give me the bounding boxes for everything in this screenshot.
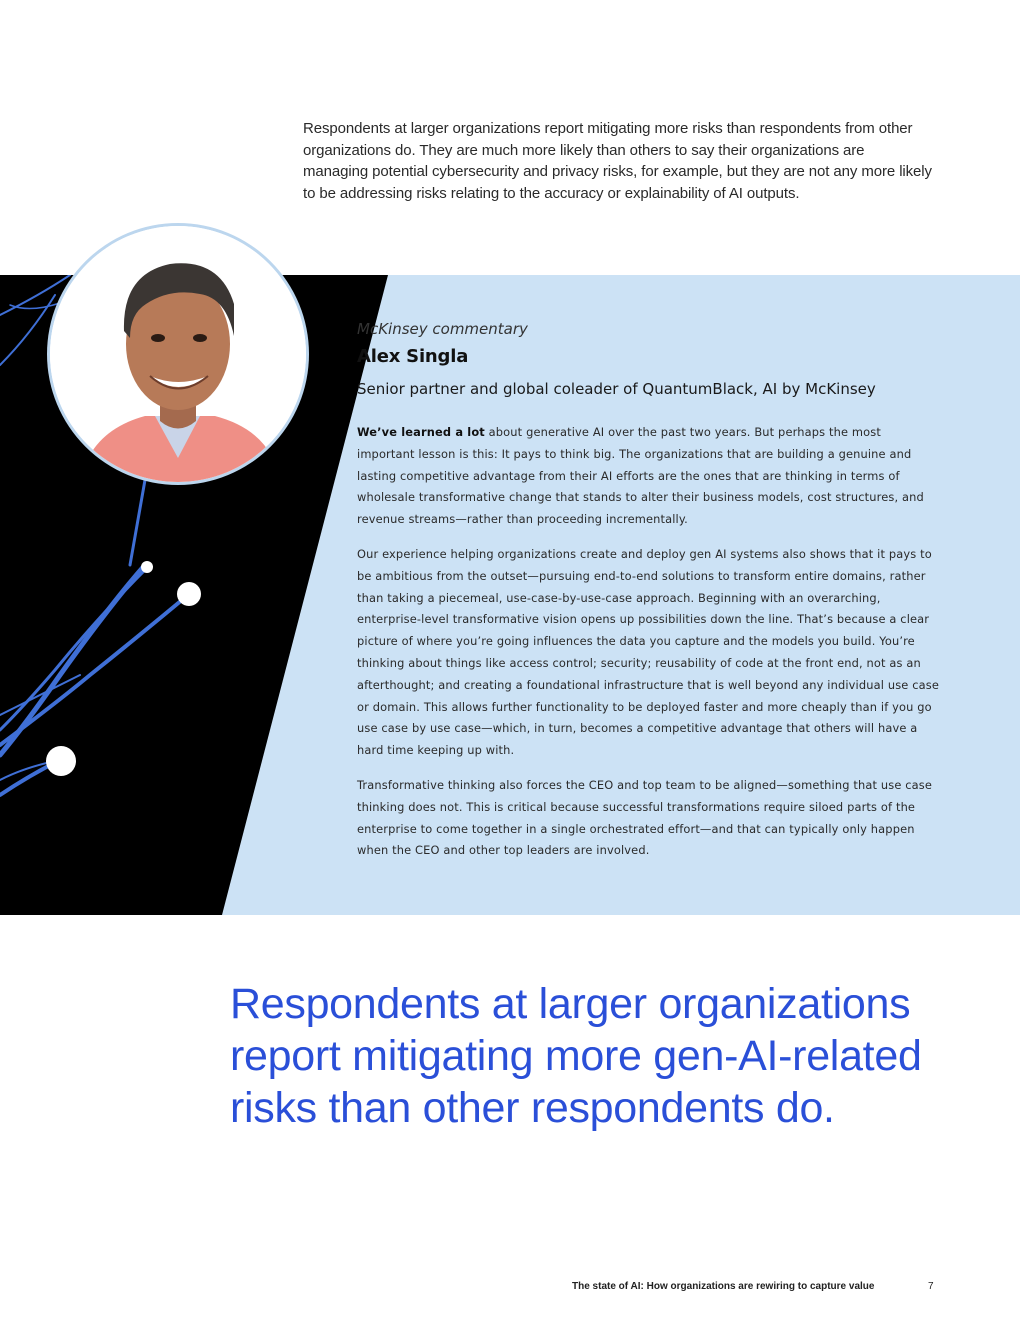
- intro-paragraph: Respondents at larger organizations report mitigating more risks than respondents from other organizations do. They are much more likely than others to say their organizations are managing potential cybersecurity and privacy risks, for example, but they are not any more likely to be addressing risks relating to the accuracy or explainability of AI outputs.: [303, 120, 932, 203]
- commentary-block: [357, 318, 947, 862]
- portrait-photo: [50, 226, 306, 482]
- commentary-kicker: McKinsey commentary: [357, 320, 528, 338]
- pull-headline: Respondents at larger organizations report mitigating more gen-AI-related risks than other respondents do.: [230, 980, 922, 1132]
- paragraph-1-text: about generative AI over the past two years. But perhaps the most important lesson is this: It pays to think big. The organizations that are building a genuine and lasting competitive advantage from their AI efforts are the ones that are thinking in terms of wholesale transformative change that stands to alter their business models, cost structures, and revenue streams—rather than proceeding incrementally.: [357, 425, 924, 527]
- paragraph-lead-in: We’ve learned a lot: [357, 425, 485, 439]
- page-number: 7: [928, 1281, 934, 1292]
- commentator-name: Alex Singla: [357, 346, 469, 367]
- commentary-paragraph-1: [357, 422, 939, 531]
- commentator-role: Senior partner and global coleader of QuantumBlack, AI by McKinsey: [357, 380, 876, 398]
- commentary-paragraph-3: Transformative thinking also forces the CEO and top team to be aligned—something that use case thinking does not. This is critical because successful transformations require siloed parts of the enterprise to come together in a single orchestrated effort—and that can typically only happen when the CEO and other top leaders are involved.: [357, 777, 933, 858]
- footer-report-title: The state of AI: How organizations are rewiring to capture value: [572, 1281, 875, 1292]
- commentary-paragraph-2: Our experience helping organizations create and deploy gen AI systems also shows that it pays to be ambitious from the outset—pursuing end-to-end solutions to transform entire domains, rather than taking a piecemeal, use-case-by-use-case approach. Beginning with an overarching, enterprise-level transformative vision opens up possibilities down the line. That’s because a clear picture of where you’re going influences the data you capture and the models you build. You’re thinking about things like access control; security; reusability of code at the front end, not as an afterthought; and creating a foundational infrastructure that is well beyond any individual use case or domain. This allows further functionality to be deployed faster and more cheaply than if you go use case by use case—which, in turn, becomes a competitive advantage that others will have a hard time keeping up with.: [357, 546, 940, 758]
- person-portrait-icon: [50, 226, 306, 482]
